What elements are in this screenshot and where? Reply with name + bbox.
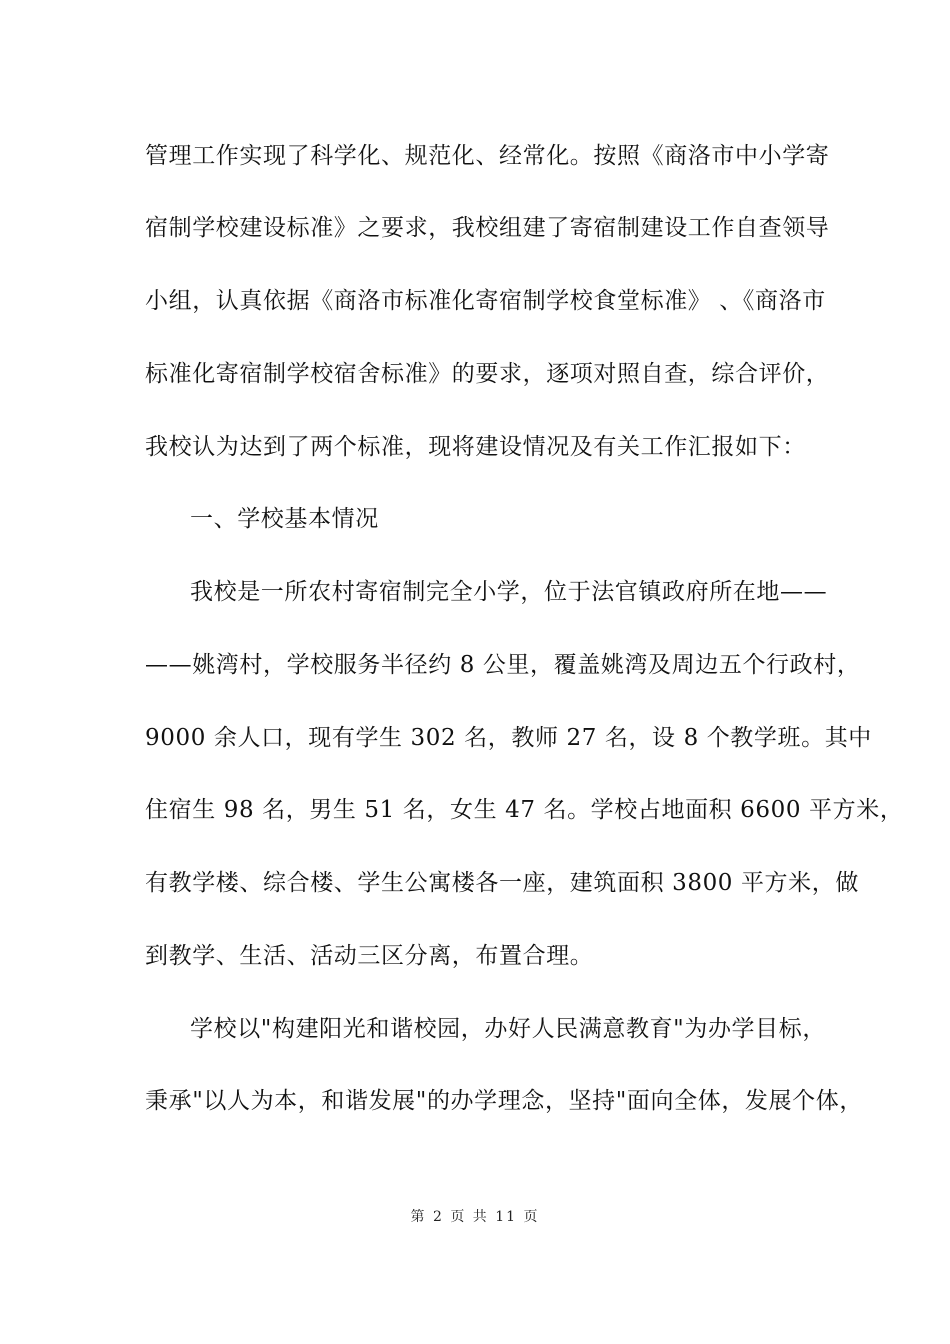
body-line-10: 住宿生 98 名，男生 51 名，女生 47 名。学校占地面积 6600 平方米，	[145, 797, 904, 823]
footer-mid: 页 共	[450, 1209, 489, 1225]
body-line-3: 小组，认真依据《商洛市标准化寄宿制学校食堂标准》 、《商洛市	[145, 288, 826, 314]
body-line-5: 我校认为达到了两个标准，现将建设情况及有关工作汇报如下：	[145, 434, 806, 460]
body-line-8: ——姚湾村，学校服务半径约 8 公里，覆盖姚湾及周边五个行政村，	[145, 652, 861, 678]
body-line-7: 我校是一所农村寄宿制完全小学，位于法官镇政府所在地——	[190, 579, 828, 605]
body-line-13: 学校以"构建阳光和谐校园，办好人民满意教育"为办学目标，	[190, 1016, 826, 1042]
page-footer	[0, 1208, 950, 1226]
body-line-14: 秉承"以人为本，和谐发展"的办学理念，坚持"面向全体，发展个体，	[145, 1088, 863, 1114]
footer-current-page: 2	[432, 1209, 444, 1225]
body-line-1: 管理工作实现了科学化、规范化、经常化。按照《商洛市中小学寄	[145, 143, 830, 169]
body-line-9: 9000 余人口，现有学生 302 名，教师 27 名，设 8 个教学班。其中	[145, 725, 872, 751]
body-line-12: 到教学、生活、活动三区分离，布置合理。	[145, 943, 594, 969]
section-heading: 一、学校基本情况	[190, 506, 379, 532]
footer-prefix: 第	[410, 1209, 427, 1225]
body-line-2: 宿制学校建设标准》之要求，我校组建了寄宿制建设工作自查领导	[145, 215, 830, 241]
footer-total-pages: 11	[495, 1209, 518, 1225]
body-line-11: 有教学楼、综合楼、学生公寓楼各一座，建筑面积 3800 平方米，做	[145, 870, 859, 896]
body-line-4: 标准化寄宿制学校宿舍标准》的要求，逐项对照自查，综合评价，	[145, 361, 830, 387]
footer-suffix: 页	[523, 1209, 540, 1225]
